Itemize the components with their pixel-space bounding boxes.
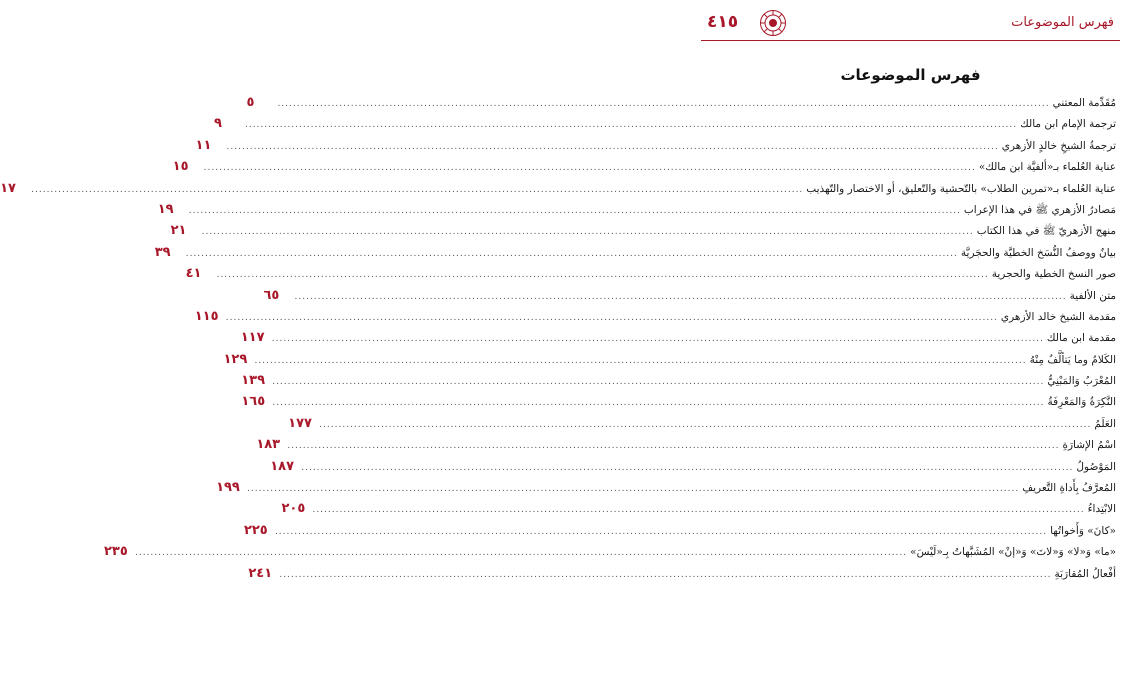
page-number: ٤١٥ xyxy=(707,12,739,32)
leader-dots: ........................................................................................................................................................................................................ xyxy=(272,398,1045,409)
toc-entry xyxy=(195,135,1116,156)
toc-entry xyxy=(270,456,1116,477)
leader-dots: ........................................................................................................................................................................................................ xyxy=(287,441,1060,452)
leader-dots: ........................................................................................................................................................................................................ xyxy=(31,184,804,195)
toc-entry xyxy=(223,349,1116,370)
toc-entry xyxy=(263,285,1116,306)
running-title: فهرس الموضوعات xyxy=(1011,15,1114,30)
toc-entry xyxy=(256,434,1116,455)
toc-entry-page-number: ١١٧ xyxy=(240,330,265,346)
toc-entry-page-number: ١٧٧ xyxy=(288,415,312,431)
toc-entry xyxy=(194,306,1116,327)
leader-dots: ........................................................................................................................................................................................................ xyxy=(279,569,1052,580)
toc-entry-title: أفْعالُ المُقارَبَةِ xyxy=(1054,567,1116,580)
toc-entry-title: المَوْصُولُ xyxy=(1076,460,1116,473)
toc-entry-title: مقدمة ابن مالك xyxy=(1046,332,1116,345)
toc-entry xyxy=(288,413,1116,434)
toc-entry-page-number: ٩ xyxy=(213,116,222,132)
toc-entry xyxy=(248,563,1116,584)
leader-dots: ........................................................................................................................................................................................................ xyxy=(244,120,1018,131)
toc-entry xyxy=(170,220,1116,241)
toc-entry-page-number: ٢٢٥ xyxy=(243,522,268,538)
leader-dots: ........................................................................................................................................................................................................ xyxy=(188,205,961,216)
leader-dots: ........................................................................................................................................................................................................ xyxy=(312,505,1085,516)
toc-entry-page-number: ١٩ xyxy=(157,201,174,217)
toc-entry-page-number: ١٦٥ xyxy=(241,394,266,410)
toc-entry-page-number: ١٨٧ xyxy=(270,458,295,474)
toc-entry-title: اسْمُ الإشارَةِ xyxy=(1062,439,1116,452)
toc-entry-page-number: ١١ xyxy=(195,137,212,153)
toc-entry-title: الابْتِداءُ xyxy=(1087,503,1116,516)
toc-entry-title: متن الألفية xyxy=(1069,289,1116,302)
toc-entry-page-number: ٣٩ xyxy=(154,244,171,260)
toc-entry xyxy=(241,370,1116,391)
toc-entry-page-number: ١١٥ xyxy=(194,308,219,324)
toc-entry-page-number: ٤١ xyxy=(185,266,202,282)
toc-entry-title: المُعْرَبُ وَالمَبْنِيُّ xyxy=(1047,375,1116,388)
toc-entry xyxy=(154,242,1116,263)
toc-entry-title: عناية العُلماء بـ«تمرين الطلاب» بالتّحشية والتّعليق، أو الاختصار والتّهذيب xyxy=(806,182,1116,195)
page-header xyxy=(701,6,1120,41)
toc-entry xyxy=(185,263,1116,284)
toc-entry xyxy=(241,391,1116,412)
toc-entry-page-number: ٢٣٥ xyxy=(103,544,128,560)
toc-entry-title: منهج الأزهريّ ﷺ في هذا الكتاب xyxy=(976,225,1116,238)
leader-dots: ........................................................................................................................................................................................................ xyxy=(185,248,958,259)
toc-entry-page-number: ١٣٩ xyxy=(241,373,266,389)
leader-dots: ........................................................................................................................................................................................................ xyxy=(274,526,1048,537)
toc-entry-title: «ما» وَ«لا» وَ«لاتَ» وَ«إنْ» المُشَبَّهاتُ بِـ«لَيْسَ» xyxy=(910,546,1116,559)
toc-entry xyxy=(240,327,1116,348)
toc-entry-title: ترجمة الإمام ابن مالك xyxy=(1020,118,1116,131)
toc-list xyxy=(0,92,1116,584)
toc-entry-title: صور النسخ الخطية والحجرية xyxy=(991,268,1116,281)
toc-entry xyxy=(213,113,1116,134)
leader-dots: ........................................................................................................................................................................................................ xyxy=(216,270,989,281)
leader-dots: ........................................................................................................................................................................................................ xyxy=(254,355,1027,366)
toc-entry-page-number: ١٥ xyxy=(172,159,189,175)
toc-entry-title: النَّكِرَةُ وَالمَعْرِفَةُ xyxy=(1047,396,1116,409)
toc-entry-title: «كانَ» وَأَخواتُها xyxy=(1050,524,1116,537)
toc-entry-title: الكَلامُ وما يَتألَّفُ مِنْهُ xyxy=(1029,353,1116,366)
toc-entry xyxy=(246,92,1116,113)
leader-dots: ........................................................................................................................................................................................................ xyxy=(272,377,1045,388)
toc-entry-title: المُعرَّفُ بِأَداةِ التَّعريفِ xyxy=(1022,482,1116,495)
leader-dots: ........................................................................................................................................................................................................ xyxy=(203,163,976,174)
rosette-ornament-icon xyxy=(759,9,787,37)
toc-entry-title: مقدمة الشيخ خالد الأزهري xyxy=(1000,310,1116,323)
toc-entry-title: عناية العُلماء بـ«ألفيَّة ابن مالك» xyxy=(978,161,1116,174)
leader-dots: ........................................................................................................................................................................................................ xyxy=(134,548,908,559)
toc-entry-page-number: ٢٤١ xyxy=(248,565,273,581)
toc-entry-page-number: ٢١ xyxy=(170,223,187,239)
toc-entry xyxy=(172,156,1116,177)
toc-entry-page-number: ١٧ xyxy=(0,180,16,196)
leader-dots: ........................................................................................................................................................................................................ xyxy=(226,141,999,152)
toc-entry xyxy=(157,199,1116,220)
toc-entry-page-number: ٥ xyxy=(246,95,255,110)
toc-entry xyxy=(103,541,1116,562)
toc-entry-page-number: ٢٠٥ xyxy=(281,501,306,517)
leader-dots: ........................................................................................................................................................................................................ xyxy=(271,334,1044,345)
toc-entry-page-number: ١٩٩ xyxy=(216,480,240,496)
toc-entry-page-number: ١٢٩ xyxy=(223,351,248,367)
toc-entry-title: بيانٌ ووصفُ النُّسَخ الخطيَّة والحجَريَّة xyxy=(960,246,1116,259)
toc-entry-title: العَلَمُ xyxy=(1094,417,1116,430)
leader-dots: ........................................................................................................................................................................................................ xyxy=(319,419,1092,430)
leader-dots: ........................................................................................................................................................................................................ xyxy=(277,99,1050,109)
leader-dots: ........................................................................................................................................................................................................ xyxy=(247,484,1020,495)
toc-entry-page-number: ٦٥ xyxy=(263,287,280,303)
page-title: فهرس الموضوعات xyxy=(840,66,981,84)
toc-entry-title: مَصادرُ الأزهري ﷺ في هذا الإعراب xyxy=(963,203,1116,216)
toc-entry xyxy=(281,498,1116,519)
toc-entry-title: ترجمةُ الشيخِ خالدٍ الأزهري xyxy=(1001,139,1116,152)
leader-dots: ........................................................................................................................................................................................................ xyxy=(301,462,1074,473)
toc-entry xyxy=(243,520,1116,541)
leader-dots: ........................................................................................................................................................................................................ xyxy=(225,312,998,323)
toc-entry xyxy=(0,178,1116,199)
toc-entry-title: مُقَدِّمة المعتني xyxy=(1052,97,1116,109)
toc-entry xyxy=(216,477,1116,498)
toc-entry-page-number: ١٨٣ xyxy=(256,437,281,453)
leader-dots: ........................................................................................................................................................................................................ xyxy=(294,291,1067,302)
leader-dots: ........................................................................................................................................................................................................ xyxy=(201,227,974,238)
